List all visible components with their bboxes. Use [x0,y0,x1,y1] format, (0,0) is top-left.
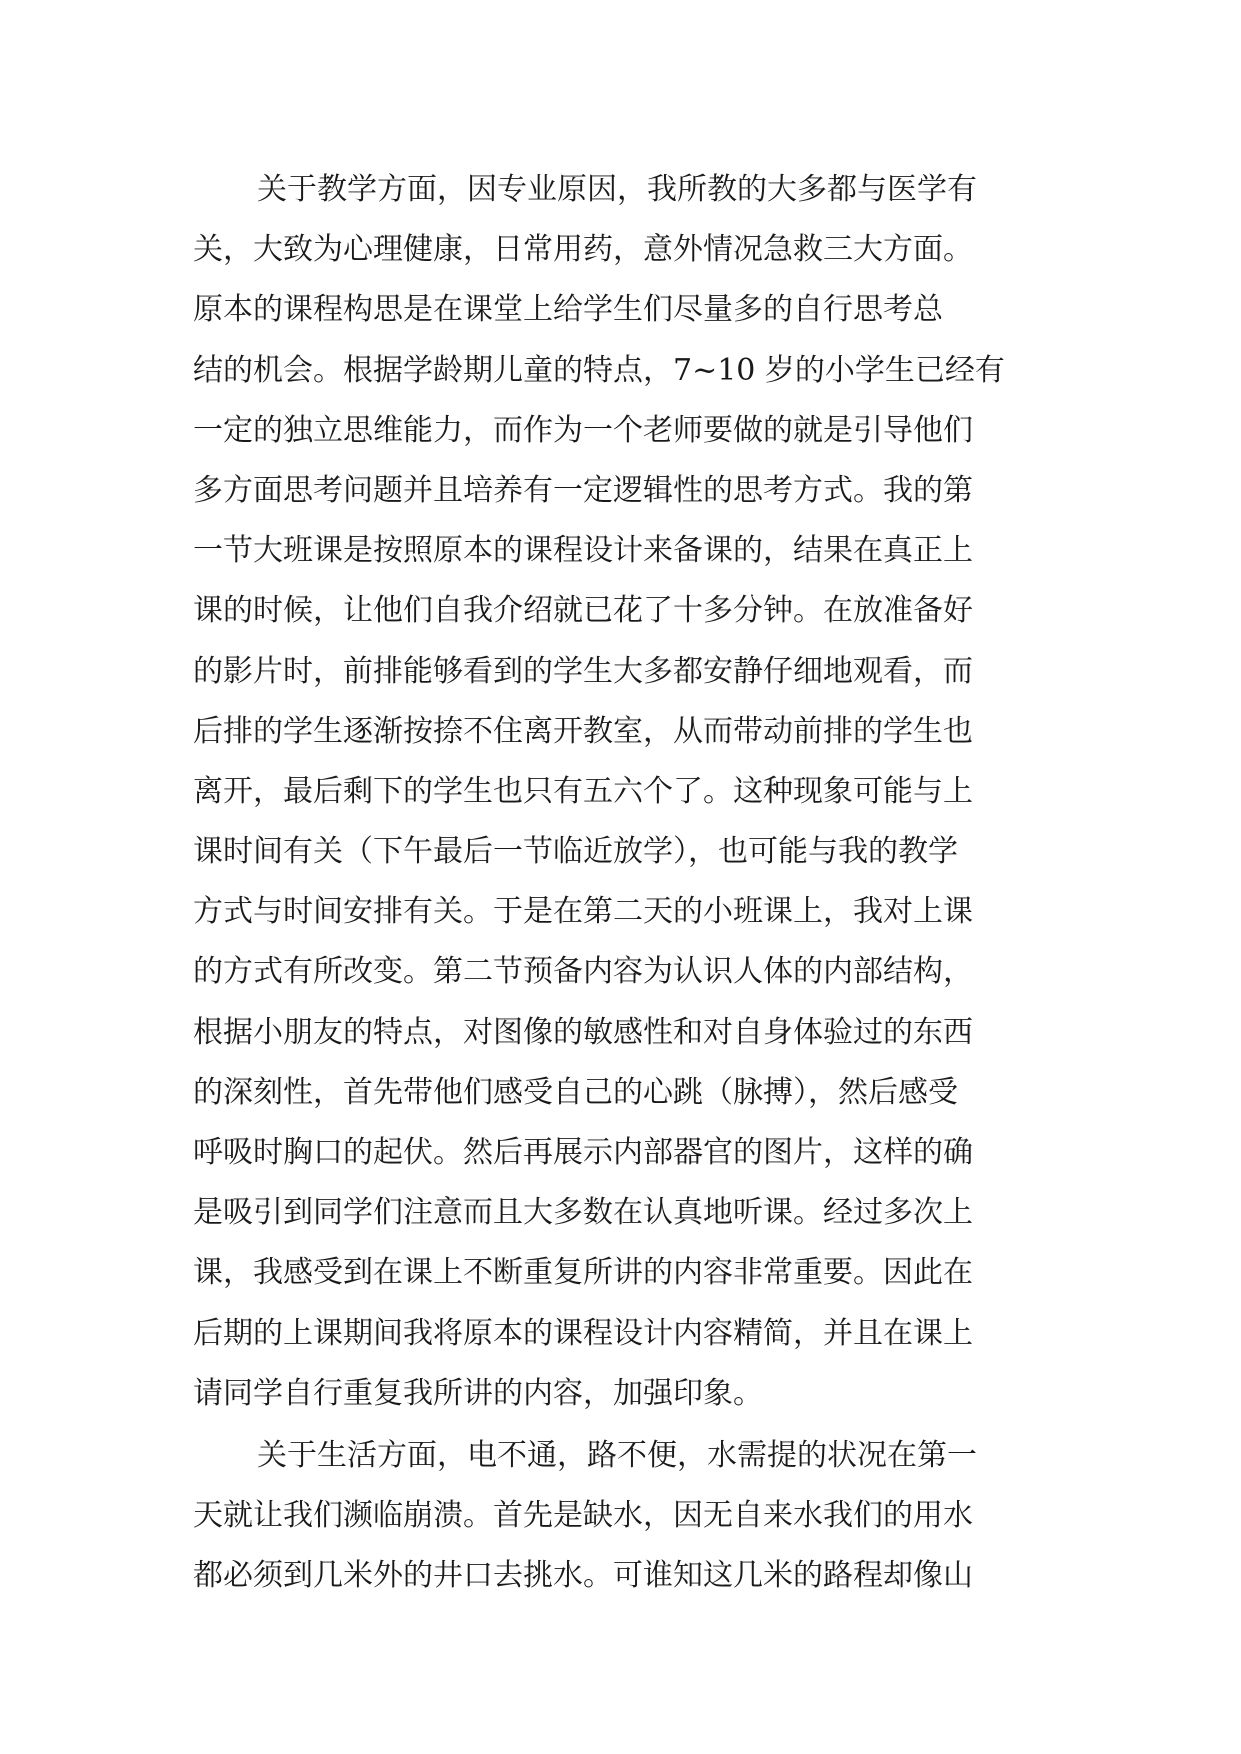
text-line: 课，我感受到在课上不断重复所讲的内容非常重要。因此在 [193,1255,973,1291]
paragraph-teaching [193,160,1073,1424]
text-line: 关，大致为心理健康，日常用药，意外情况急救三大方面。 [193,232,973,268]
text-line: 关于生活方面，电不通，路不便，水需提的状况在第一 [257,1437,977,1473]
paragraph-living [193,1426,1073,1607]
text-line: 后期的上课期间我将原本的课程设计内容精简，并且在课上 [193,1315,973,1351]
text-line: 关于教学方面，因专业原因，我所教的大多都与医学有 [257,172,977,207]
text-line: 原本的课程构思是在课堂上给学生们尽量多的自行思考总 [193,292,943,328]
text-line: 课时间有关（下午最后一节临近放学），也可能与我的教学 [193,834,958,870]
text-line: 根据小朋友的特点，对图像的敏感性和对自身体验过的东西 [193,1014,973,1050]
text-line: 离开，最后剩下的学生也只有五六个了。这种现象可能与上 [193,773,973,809]
text-line: 请同学自行重复我所讲的内容，加强印象。 [193,1375,763,1411]
document-body [193,160,1073,1607]
text-line: 是吸引到同学们注意而且大多数在认真地听课。经过多次上 [193,1195,973,1231]
text-line: 一节大班课是按照原本的课程设计来备课的，结果在真正上 [193,533,973,569]
text-line: 的方式有所改变。第二节预备内容为认识人体的内部结构， [193,954,973,990]
text-line: 都必须到几米外的井口去挑水。可谁知这几米的路程却像山 [193,1558,973,1594]
text-line: 多方面思考问题并且培养有一定逻辑性的思考方式。我的第 [193,472,973,508]
text-line: 一定的独立思维能力，而作为一个老师要做的就是引导他们 [193,412,973,448]
text-line: 后排的学生逐渐按捺不住离开教室，从而带动前排的学生也 [193,713,973,749]
text-line: 结的机会。根据学龄期儿童的特点，7~10 岁的小学生已经有 [193,352,1005,388]
text-line: 课的时候，让他们自我介绍就已花了十多分钟。在放准备好 [193,593,973,629]
text-line: 呼吸时胸口的起伏。然后再展示内部器官的图片，这样的确 [193,1135,973,1170]
text-line: 的影片时，前排能够看到的学生大多都安静仔细地观看，而 [193,653,973,689]
text-line: 方式与时间安排有关。于是在第二天的小班课上，我对上课 [193,894,973,930]
text-line: 的深刻性，首先带他们感受自己的心跳（脉搏），然后感受 [193,1074,958,1110]
text-line: 天就让我们濒临崩溃。首先是缺水，因无自来水我们的用水 [193,1498,973,1534]
